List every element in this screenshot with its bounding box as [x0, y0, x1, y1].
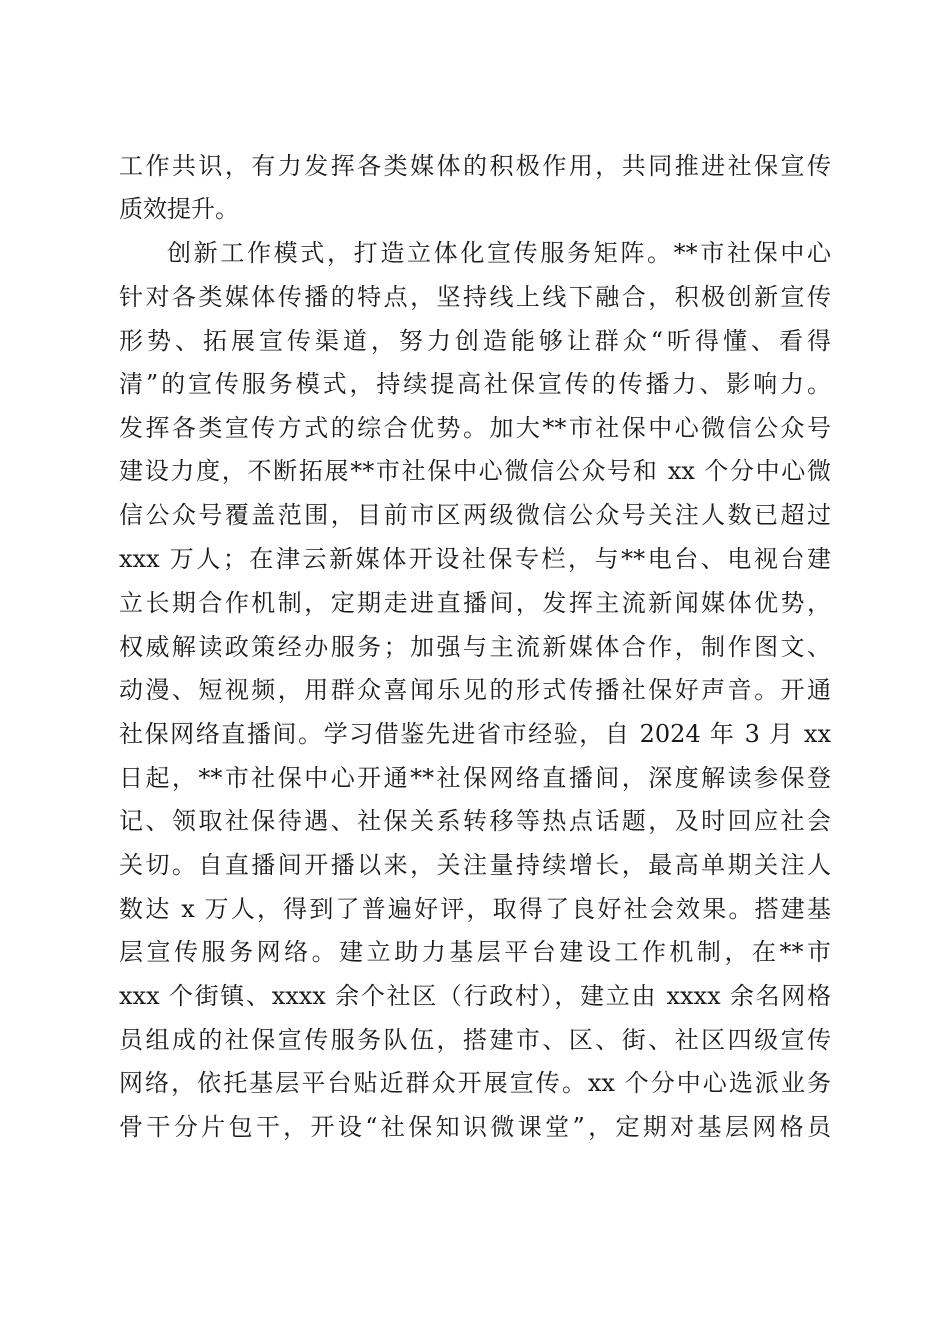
text-line: 网络，依托基层平台贴近群众开展宣传。xx 个分中心选派业务 — [119, 1069, 831, 1097]
text-line: 数达 x 万人，得到了普遍好评，取得了良好社会效果。搭建基 — [119, 895, 831, 923]
text-line: 动漫、短视频，用群众喜闻乐见的形式传播社保好声音。开通 — [119, 676, 831, 704]
text-line: 立长期合作机制，定期走进直播间，发挥主流新闻媒体优势， — [119, 589, 831, 617]
text-line: 发挥各类宣传方式的综合优势。加大**市社保中心微信公众号 — [119, 414, 831, 442]
paragraph-first-line: 创新工作模式，打造立体化宣传服务矩阵。**市社保中心 — [167, 239, 831, 267]
text-line: 社保网络直播间。学习借鉴先进省市经验，自 2024 年 3 月 xx — [119, 720, 831, 748]
text-line: xxx 个街镇、xxxx 余个社区（行政村），建立由 xxxx 余名网格 — [119, 982, 831, 1010]
text-line: 层宣传服务网络。建立助力基层平台建设工作机制，在**市 — [119, 938, 831, 966]
text-line: 针对各类媒体传播的特点，坚持线上线下融合，积极创新宣传 — [119, 283, 831, 311]
text-line: 建设力度，不断拓展**市社保中心微信公众号和 xx 个分中心微 — [119, 457, 831, 485]
text-line: 记、领取社保待遇、社保关系转移等热点话题，及时回应社会 — [119, 807, 831, 835]
text-line: 关切。自直播间开播以来，关注量持续增长，最高单期关注人 — [119, 851, 831, 879]
text-line: 清”的宣传服务模式，持续提高社保宣传的传播力、影响力。 — [119, 370, 831, 398]
text-line: 骨干分片包干，开设“社保知识微课堂”，定期对基层网格员 — [119, 1113, 831, 1141]
text-line: 日起，**市社保中心开通**社保网络直播间，深度解读参保登 — [119, 764, 831, 792]
text-line: 工作共识，有力发挥各类媒体的积极作用，共同推进社保宣传 — [119, 152, 831, 180]
text-line: 信公众号覆盖范围，目前市区两级微信公众号关注人数已超过 — [119, 501, 831, 529]
text-line: xxx 万人；在津云新媒体开设社保专栏，与**电台、电视台建 — [119, 545, 831, 573]
text-line: 员组成的社保宣传服务队伍，搭建市、区、街、社区四级宣传 — [119, 1026, 831, 1054]
text-line: 权威解读政策经办服务；加强与主流新媒体合作，制作图文、 — [119, 633, 831, 661]
text-line: 质效提升。 — [119, 195, 239, 223]
text-line: 形势、拓展宣传渠道，努力创造能够让群众“听得懂、看得 — [119, 327, 831, 355]
